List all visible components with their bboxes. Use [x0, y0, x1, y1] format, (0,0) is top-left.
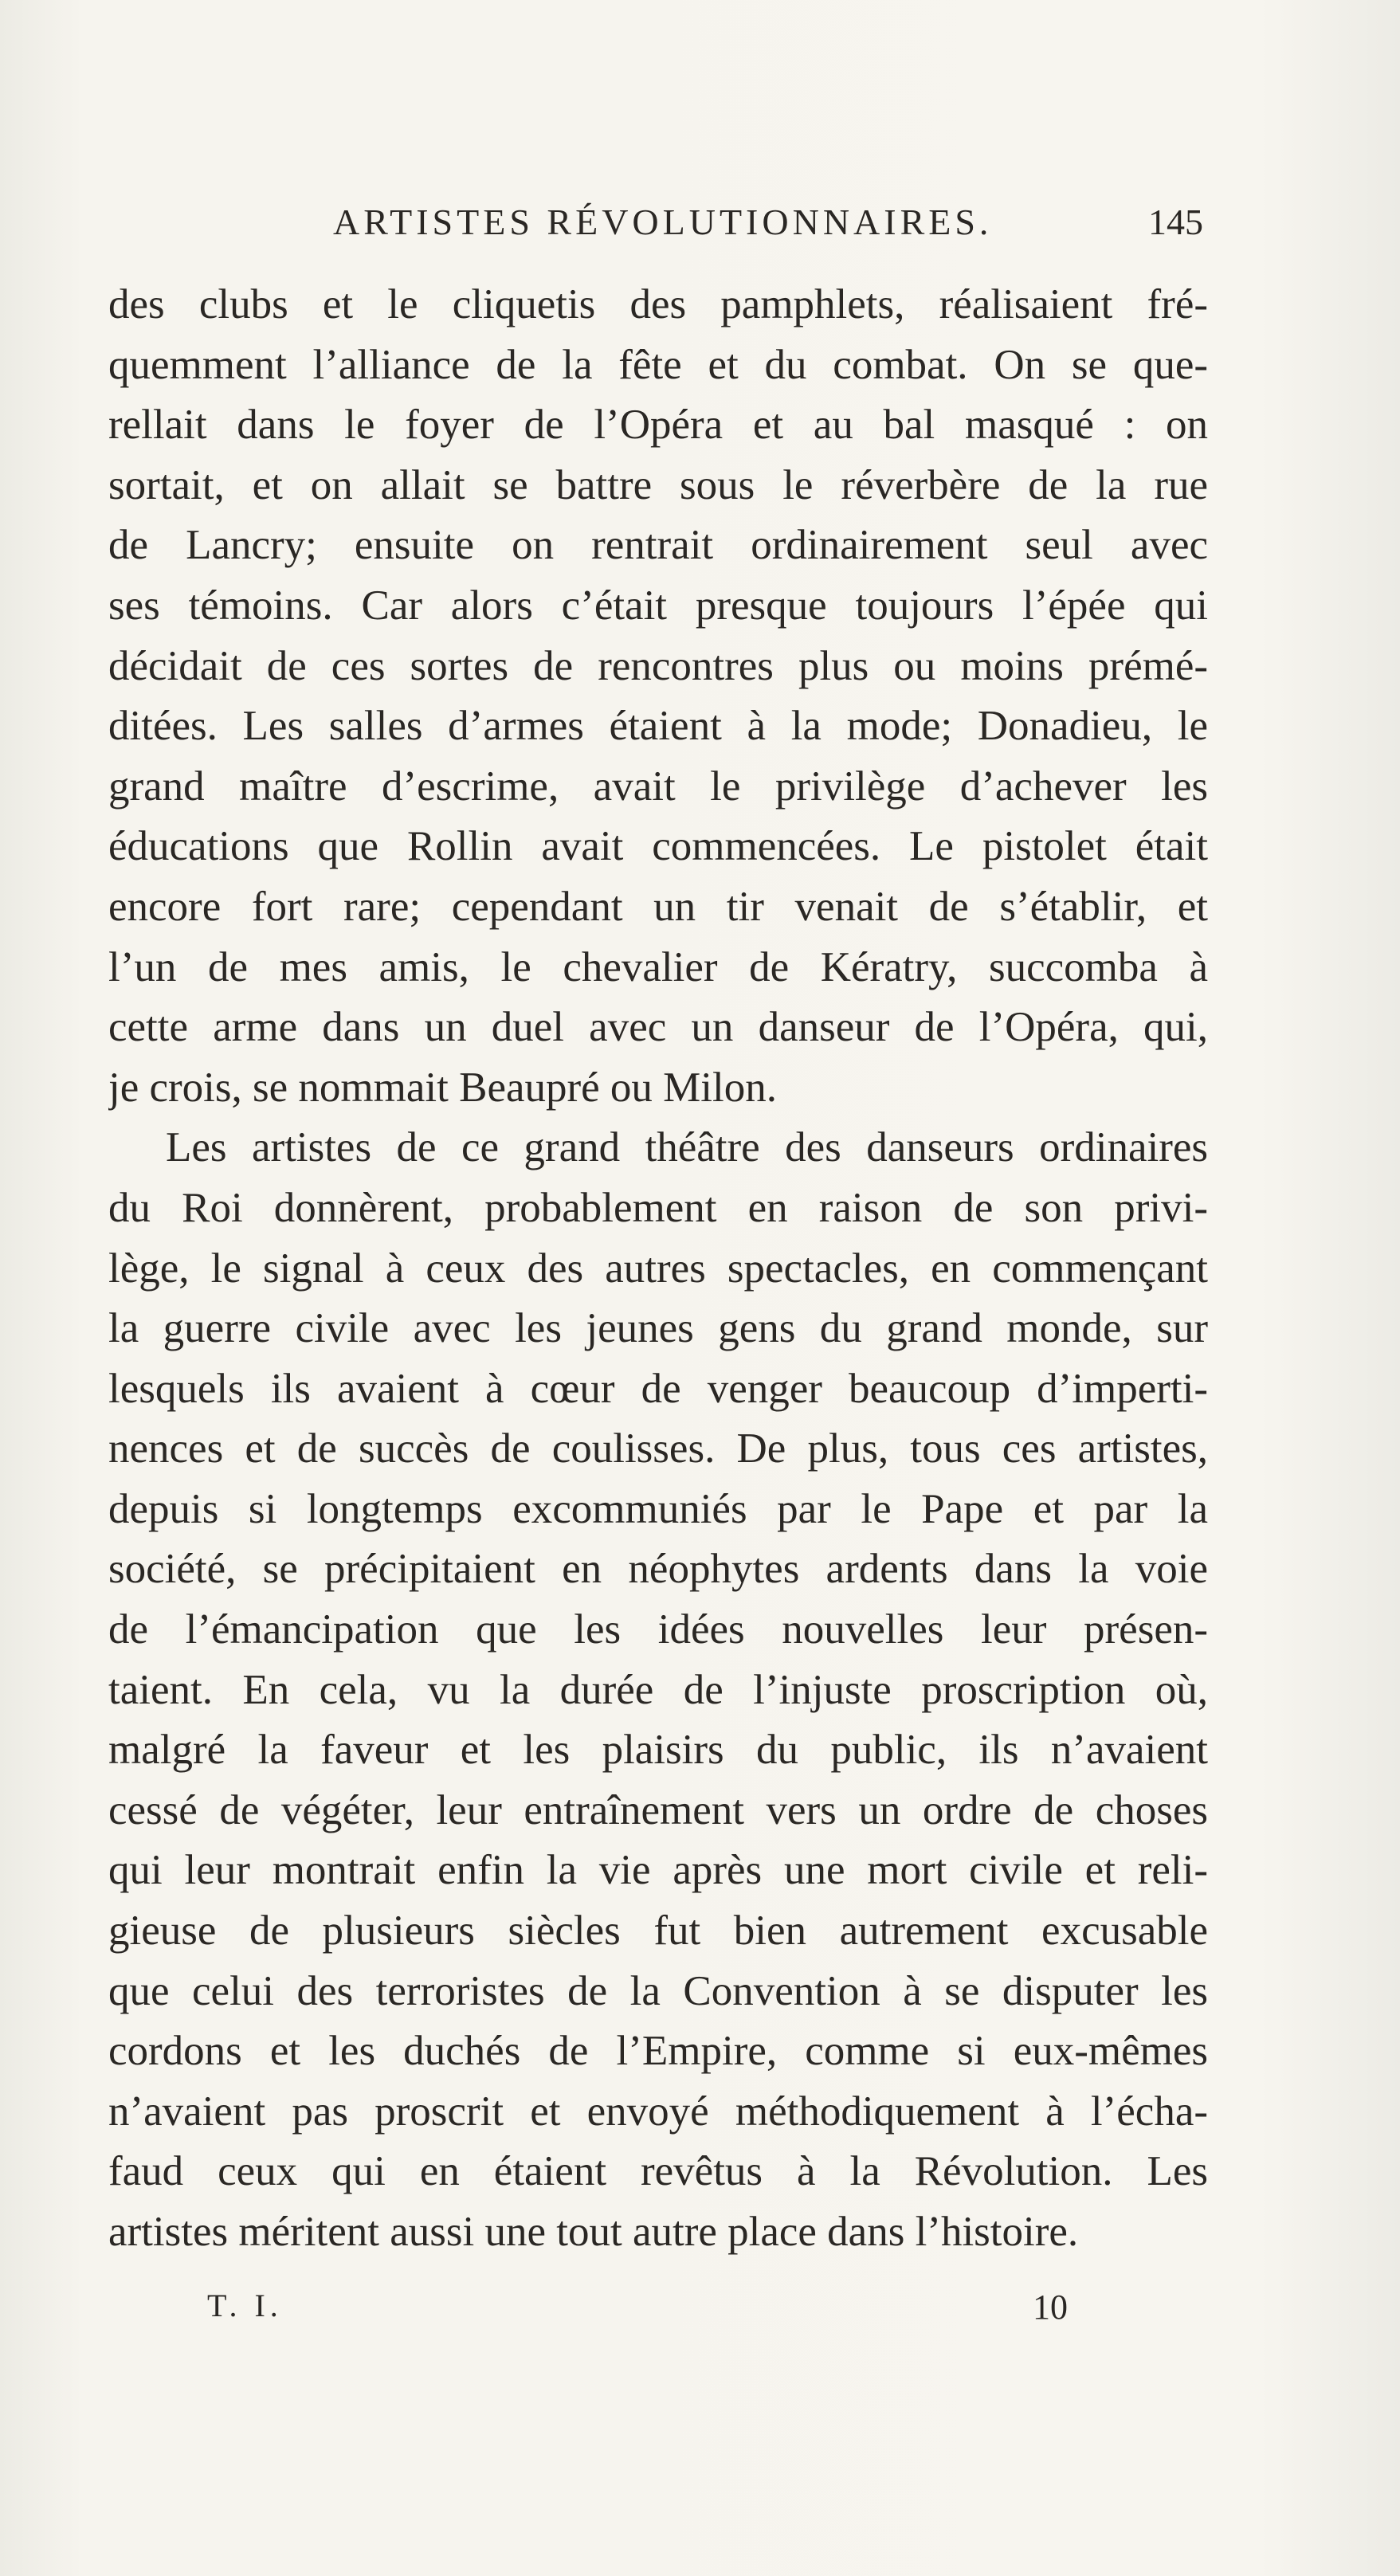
text-line: de l’émancipation que les idées nouvelles leur présen-	[108, 1606, 1208, 1653]
text-line: la guerre civile avec les jeunes gens du grand monde, sur	[108, 1305, 1208, 1352]
text-line: artistes méritent aussi une tout autre place dans l’histoire.	[108, 2209, 1079, 2255]
page-footer	[207, 2287, 1068, 2343]
text-line: que celui des terroristes de la Convention à se disputer les	[108, 1967, 1208, 2014]
text-line: cessé de végéter, leur entraînement vers un ordre de choses	[108, 1786, 1208, 1833]
text-line: Les artistes de ce grand théâtre des danseurs ordinaires	[166, 1124, 1208, 1171]
text-line: du Roi donnèrent, probablement en raison de son privi-	[108, 1184, 1208, 1231]
text-line: sortait, et on allait se battre sous le réverbère de la rue	[108, 461, 1208, 508]
text-line: cette arme dans un duel avec un danseur de l’Opéra, qui,	[108, 1004, 1208, 1051]
text-line: lège, le signal à ceux des autres spectacles, en commençant	[108, 1245, 1208, 1292]
text-line: qui leur montrait enfin la vie après une mort civile et reli-	[108, 1847, 1208, 1894]
text-line: encore fort rare; cependant un tir venait de s’établir, et	[108, 883, 1208, 930]
text-line: cordons et les duchés de l’Empire, comme si eux-mêmes	[108, 2028, 1208, 2075]
text-line: grand maître d’escrime, avait le privilège d’achever les	[108, 763, 1208, 810]
text-line: ditées. Les salles d’armes étaient à la mode; Donadieu, le	[108, 703, 1208, 750]
running-title: ARTISTES RÉVOLUTIONNAIRES.	[333, 202, 993, 242]
gathering-number: 10	[1033, 2288, 1068, 2327]
page-number: 145	[1148, 202, 1203, 242]
body-text	[108, 275, 1208, 2263]
text-line: ses témoins. Car alors c’était presque toujours l’épée qui	[108, 582, 1208, 629]
text-line: société, se précipitaient en néophytes ardents dans la voie	[108, 1546, 1208, 1593]
text-line: malgré la faveur et les plaisirs du public, ils n’avaient	[108, 1727, 1208, 1774]
text-line: décidait de ces sortes de rencontres plus ou moins prémé-	[108, 642, 1208, 689]
text-line: de Lancry; ensuite on rentrait ordinairement seul avec	[108, 522, 1208, 569]
text-line: l’un de mes amis, le chevalier de Kératry, succomba à	[108, 943, 1208, 990]
text-line: nences et de succès de coulisses. De plus, tous ces artistes,	[108, 1425, 1208, 1472]
volume-signature: T. I.	[207, 2288, 283, 2323]
text-line: faud ceux qui en étaient revêtus à la Révolution. Les	[108, 2148, 1208, 2195]
text-line: je crois, se nommait Beaupré ou Milon.	[108, 1064, 777, 1111]
text-line: gieuse de plusieurs siècles fut bien autrement excusable	[108, 1907, 1208, 1955]
text-line: lesquels ils avaient à cœur de venger beaucoup d’imperti-	[108, 1365, 1208, 1412]
text-line: des clubs et le cliquetis des pamphlets, réalisaient fré-	[108, 281, 1208, 327]
text-line: éducations que Rollin avait commencées. Le pistolet était	[108, 823, 1208, 870]
text-line: taient. En cela, vu la durée de l’injuste proscription où,	[108, 1666, 1208, 1713]
page-header	[110, 201, 1203, 257]
text-line: n’avaient pas proscrit et envoyé méthodiquement à l’écha-	[108, 2088, 1208, 2135]
text-line: rellait dans le foyer de l’Opéra et au bal masqué : on	[108, 402, 1208, 449]
text-line: quemment l’alliance de la fête et du combat. On se que-	[108, 341, 1208, 388]
text-line: depuis si longtemps excommuniés par le Pape et par la	[108, 1485, 1208, 1532]
